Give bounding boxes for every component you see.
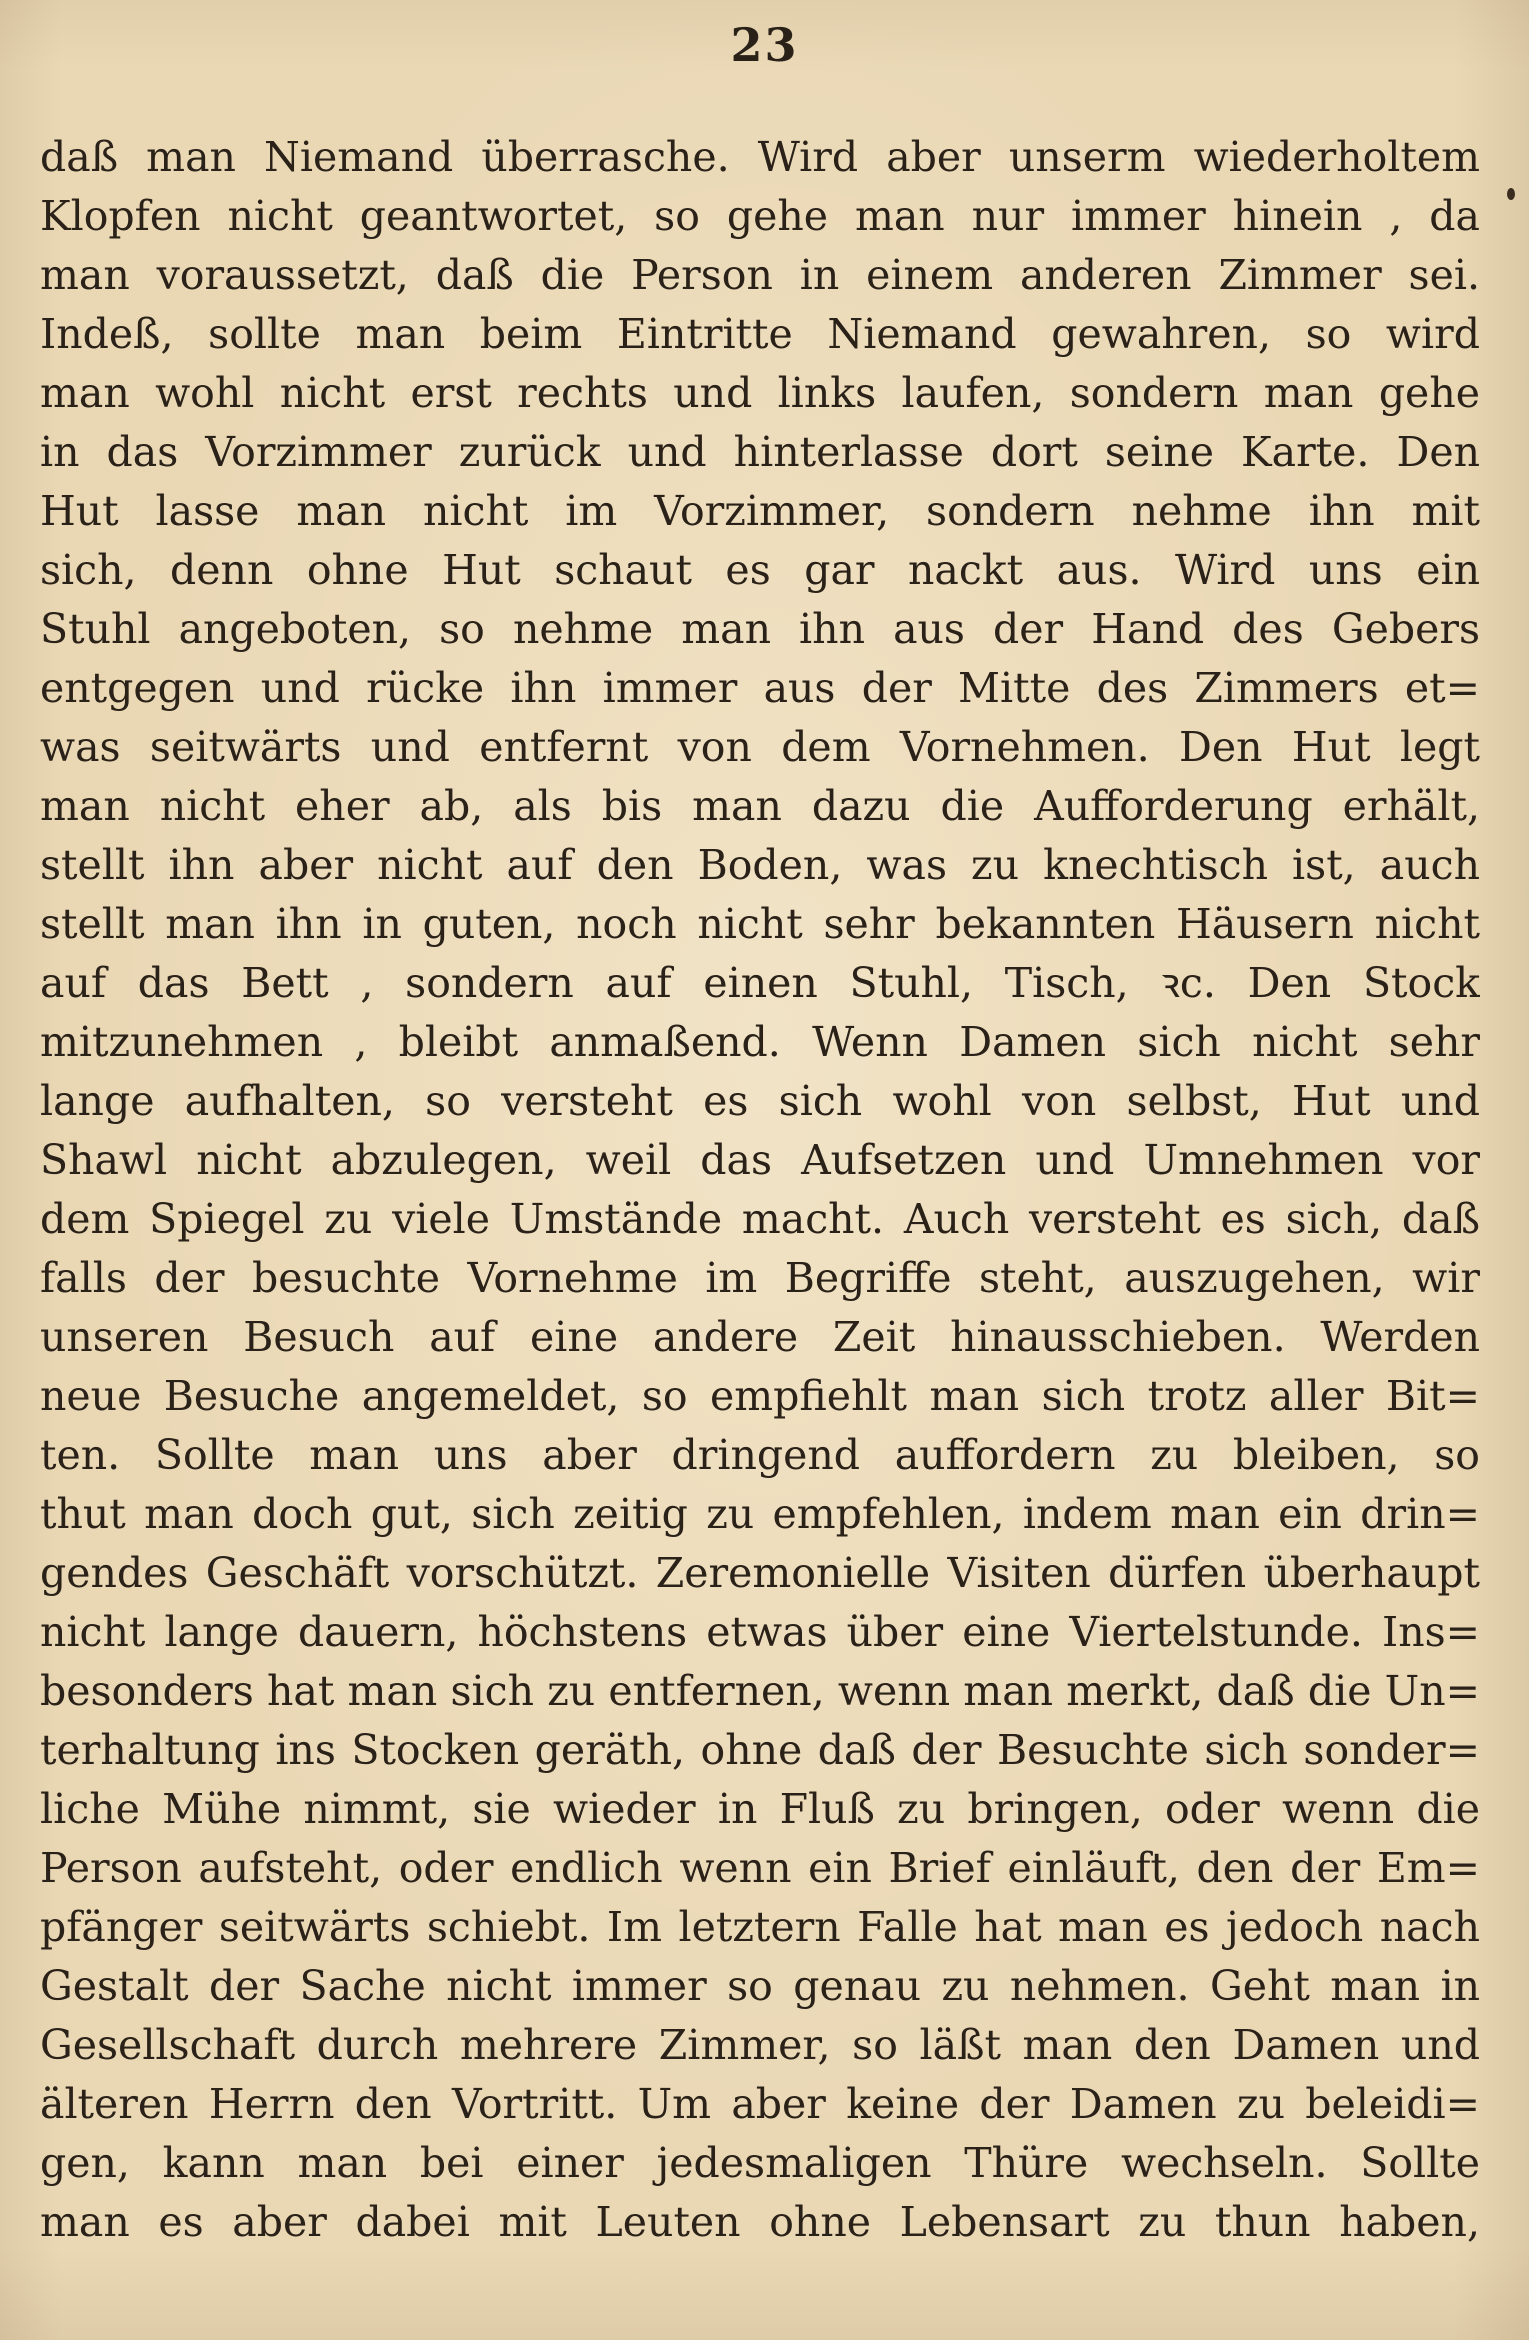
text-line: unseren Besuch auf eine andere Zeit hinausschieben. Werden xyxy=(40,1313,1480,1361)
text-line: Klopfen nicht geantwortet, so gehe man nur immer hinein , da xyxy=(40,192,1480,240)
text-line: Gestalt der Sache nicht immer so genau zu nehmen. Geht man in xyxy=(40,1962,1480,2010)
text-line: Shawl nicht abzulegen, weil das Aufsetzen und Umnehmen vor xyxy=(40,1136,1480,1184)
text-line: neue Besuche angemeldet, so empfiehlt man sich trotz aller Bit= xyxy=(40,1372,1480,1420)
text-line: man nicht eher ab, als bis man dazu die Aufforderung erhält, xyxy=(40,782,1480,830)
text-line: gen, kann man bei einer jedesmaligen Thüre wechseln. Sollte xyxy=(40,2139,1480,2187)
text-line: Stuhl angeboten, so nehme man ihn aus der Hand des Gebers xyxy=(40,605,1480,653)
text-line: stellt man ihn in guten, noch nicht sehr bekannten Häusern nicht xyxy=(40,900,1480,948)
text-line: Indeß, sollte man beim Eintritte Niemand gewahren, so wird xyxy=(40,310,1480,358)
text-line: stellt ihn aber nicht auf den Boden, was zu knechtisch ist, auch xyxy=(40,841,1480,889)
text-line: was seitwärts und entfernt von dem Vornehmen. Den Hut legt xyxy=(40,723,1480,771)
text-line: liche Mühe nimmt, sie wieder in Fluß zu bringen, oder wenn die xyxy=(40,1785,1480,1833)
body-text xyxy=(40,128,1480,2252)
text-line: terhaltung ins Stocken geräth, ohne daß der Besuchte sich sonder= xyxy=(40,1726,1480,1774)
text-line: entgegen und rücke ihn immer aus der Mitte des Zimmers et= xyxy=(40,664,1480,712)
text-line: ten. Sollte man uns aber dringend auffordern zu bleiben, so xyxy=(40,1431,1480,1479)
text-line: nicht lange dauern, höchstens etwas über eine Viertelstunde. Ins= xyxy=(40,1608,1480,1656)
text-line: lange aufhalten, so versteht es sich wohl von selbst, Hut und xyxy=(40,1077,1480,1125)
text-line: Hut lasse man nicht im Vorzimmer, sondern nehme ihn mit xyxy=(40,487,1480,535)
text-line: sich, denn ohne Hut schaut es gar nackt aus. Wird uns ein xyxy=(40,546,1480,594)
page-number: 23 xyxy=(730,18,799,72)
text-line: gendes Geschäft vorschützt. Zeremonielle Visiten dürfen überhaupt xyxy=(40,1549,1480,1597)
text-line: thut man doch gut, sich zeitig zu empfehlen, indem man ein drin= xyxy=(40,1490,1480,1538)
text-line: man wohl nicht erst rechts und links laufen, sondern man gehe xyxy=(40,369,1480,417)
text-line: auf das Bett , sondern auf einen Stuhl, Tisch, ꝛc. Den Stock xyxy=(40,959,1480,1007)
text-line: man voraussetzt, daß die Person in einem anderen Zimmer sei. xyxy=(40,251,1480,299)
text-line: älteren Herrn den Vortritt. Um aber keine der Damen zu beleidi= xyxy=(40,2080,1480,2128)
text-line: daß man Niemand überrasche. Wird aber unserm wiederholtem xyxy=(40,133,1480,181)
text-line: dem Spiegel zu viele Umstände macht. Auch versteht es sich, daß xyxy=(40,1195,1480,1243)
ink-speck xyxy=(1507,188,1515,200)
text-line: man es aber dabei mit Leuten ohne Lebensart zu thun haben, xyxy=(40,2198,1480,2246)
text-line: pfänger seitwärts schiebt. Im letztern Falle hat man es jedoch nach xyxy=(40,1903,1480,1951)
text-line: besonders hat man sich zu entfernen, wenn man merkt, daß die Un= xyxy=(40,1667,1480,1715)
text-line: in das Vorzimmer zurück und hinterlasse dort seine Karte. Den xyxy=(40,428,1480,476)
text-line: mitzunehmen , bleibt anmaßend. Wenn Damen sich nicht sehr xyxy=(40,1018,1480,1066)
text-line: falls der besuchte Vornehme im Begriffe steht, auszugehen, wir xyxy=(40,1254,1480,1302)
text-line: Gesellschaft durch mehrere Zimmer, so läßt man den Damen und xyxy=(40,2021,1480,2069)
text-line: Person aufsteht, oder endlich wenn ein Brief einläuft, den der Em= xyxy=(40,1844,1480,1892)
